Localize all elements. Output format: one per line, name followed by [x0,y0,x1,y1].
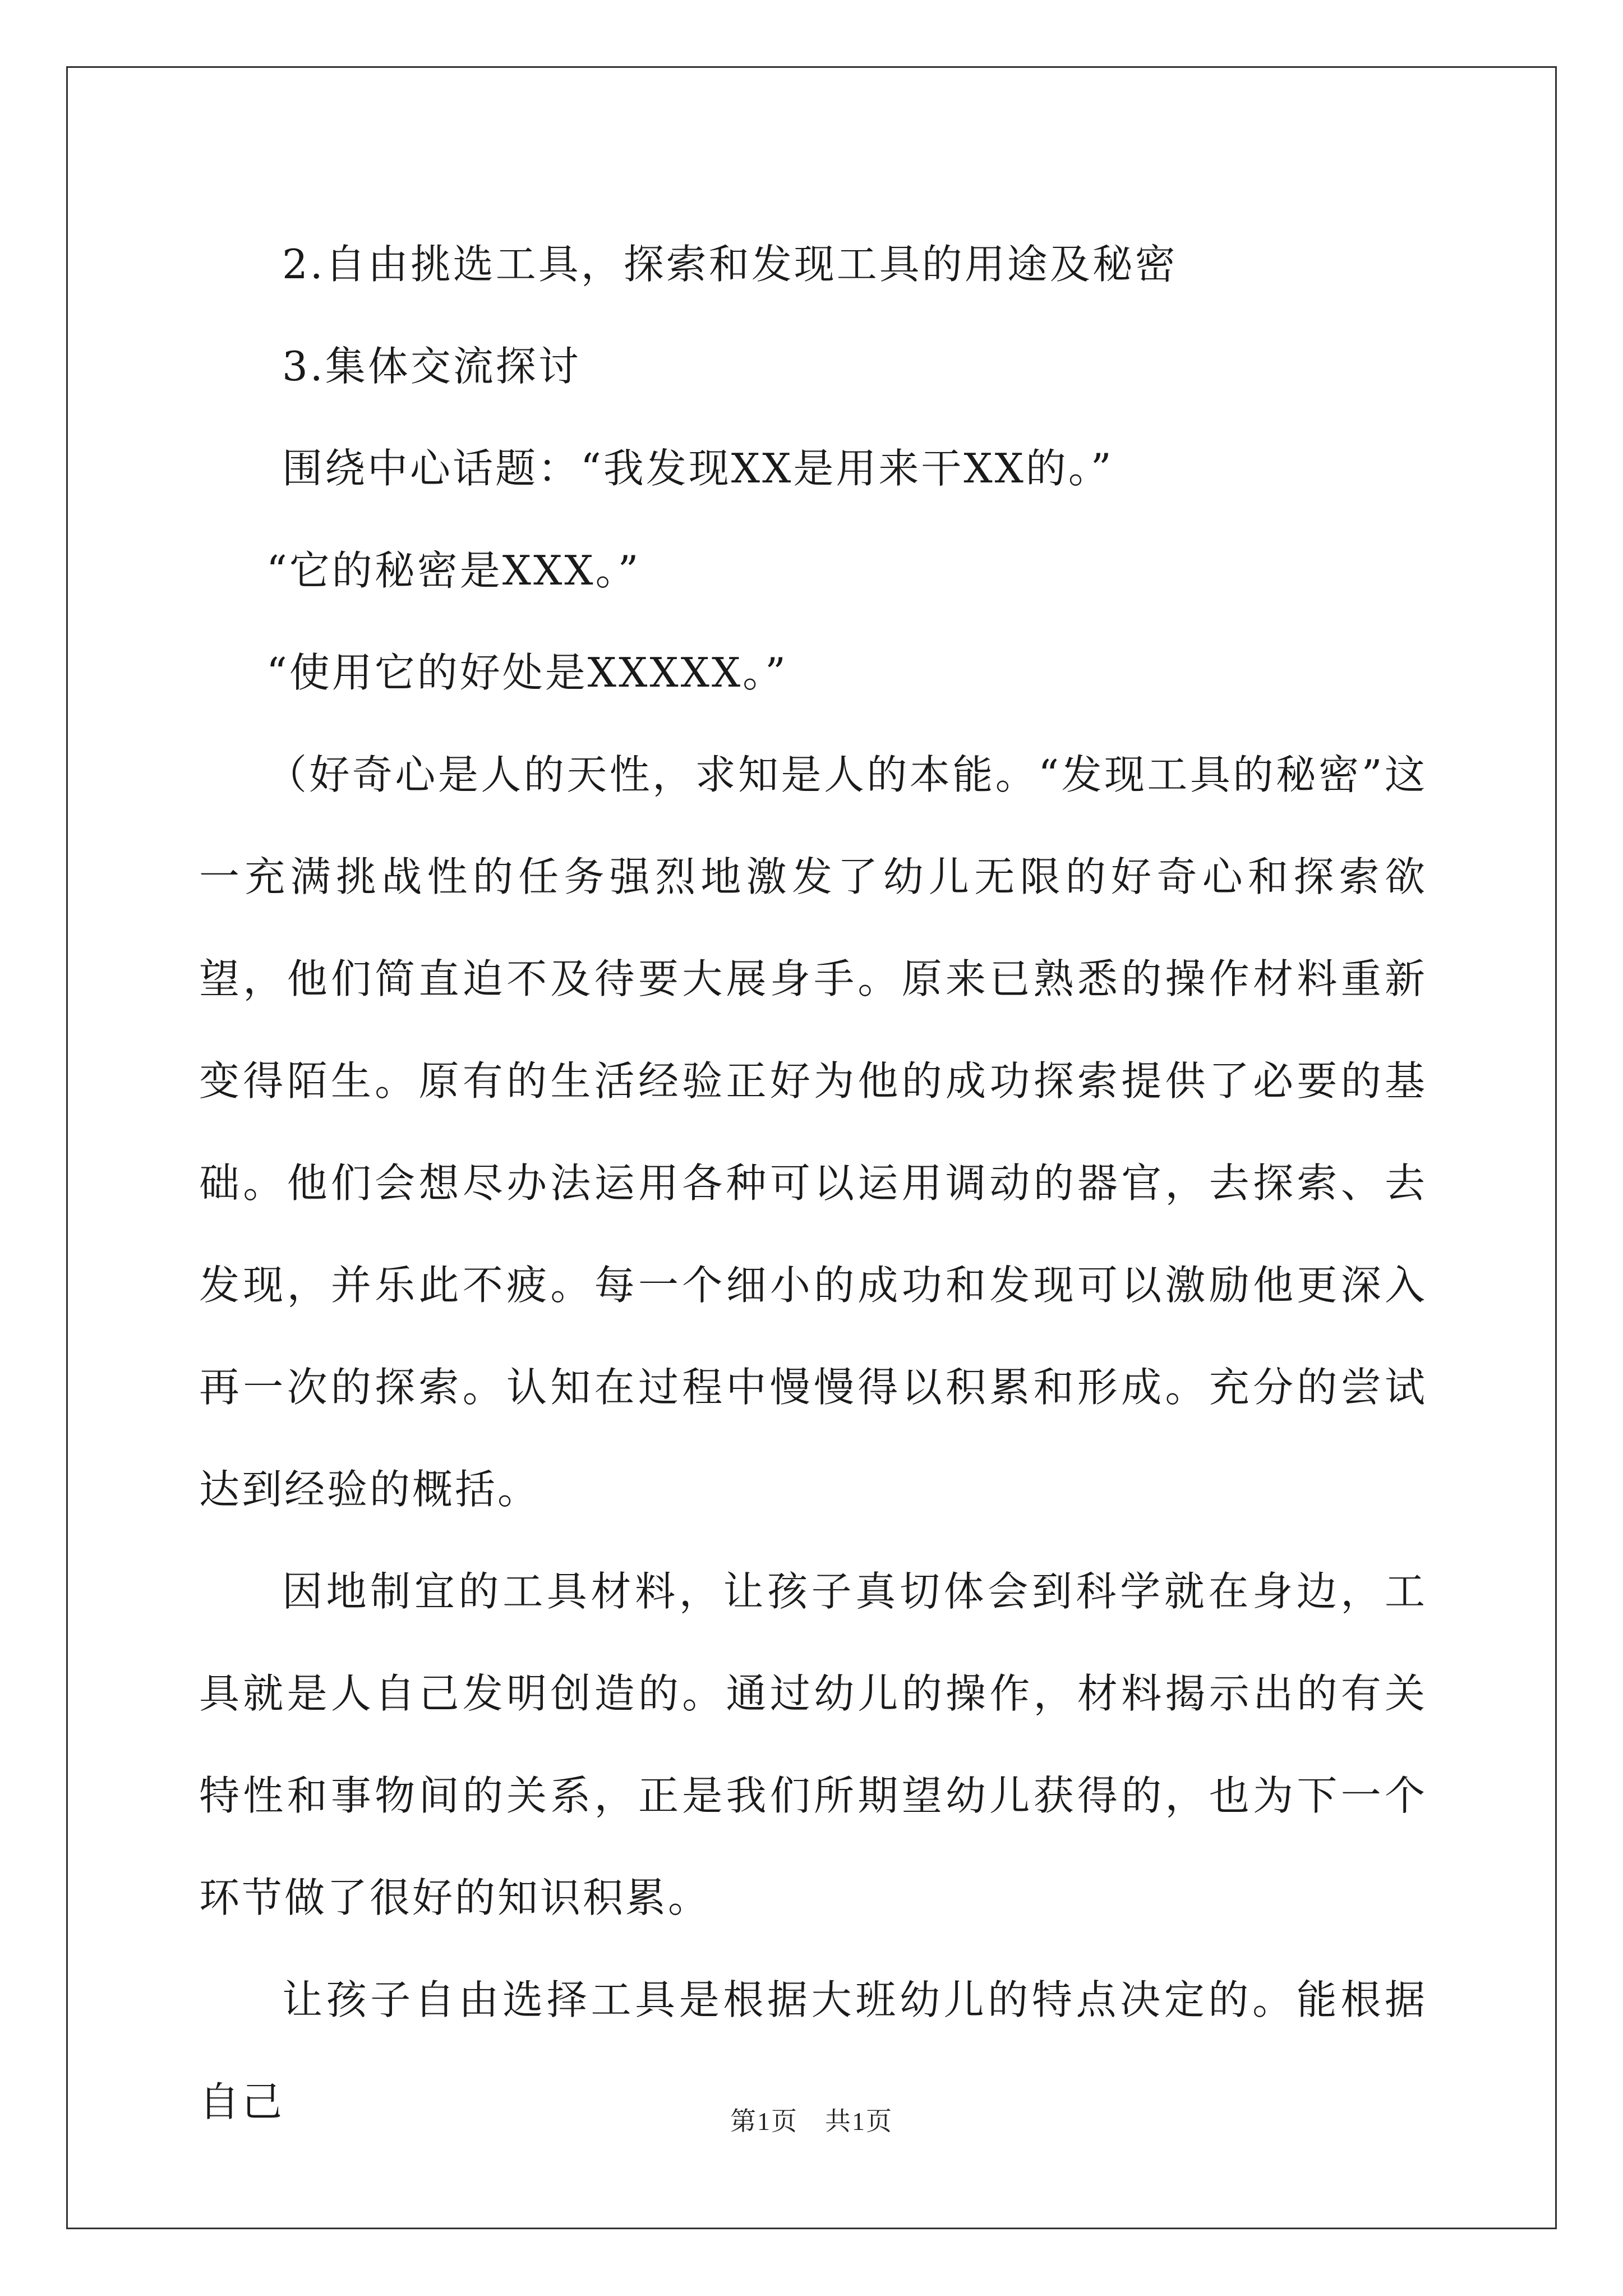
paragraph-free-choice: 让孩子自由选择工具是根据大班幼儿的特点决定的。能根据自己 [199,1976,1427,2125]
document-body [199,213,1427,2153]
paragraph-step-3: 3.集体交流探讨 [282,343,581,390]
paragraph-central-topic: 围绕中心话题：“我发现XX是用来干XX的。” [282,445,1114,492]
paragraph-local-materials: 因地制宜的工具材料，让孩子真切体会到科学就在身边，工具就是人自己发明创造的。通过幼儿的操作，材料揭示出的有关特性和事物间的关系，正是我们所期望幼儿获得的，也为下一个环节做了很好的知识积累。 [199,1568,1427,1921]
paragraph-quote-benefit: “使用它的好处是XXXXX。” [266,649,788,696]
paragraph-curiosity: （好奇心是人的天性，求知是人的本能。“发现工具的秘密”这一充满挑战性的任务强烈地激发了幼儿无限的好奇心和探索欲望，他们简直迫不及待要大展身手。原来已熟悉的操作材料重新变得陌生。原有的生活经验正好为他的成功探索提供了必要的基础。他们会想尽办法运用各种可以运用调动的器官，去探索、去发现，并乐此不疲。每一个细小的成功和发现可以激励他更深入再一次的探索。认知在过程中慢慢得以积累和形成。充分的尝试达到经验的概括。 [199,751,1427,1513]
paragraph-step-2: 2.自由挑选工具，探索和发现工具的用途及秘密 [282,241,1178,288]
page-footer: 第1页 共1页 [730,2107,893,2136]
paragraph-quote-secret: “它的秘密是XXX。” [266,547,641,594]
